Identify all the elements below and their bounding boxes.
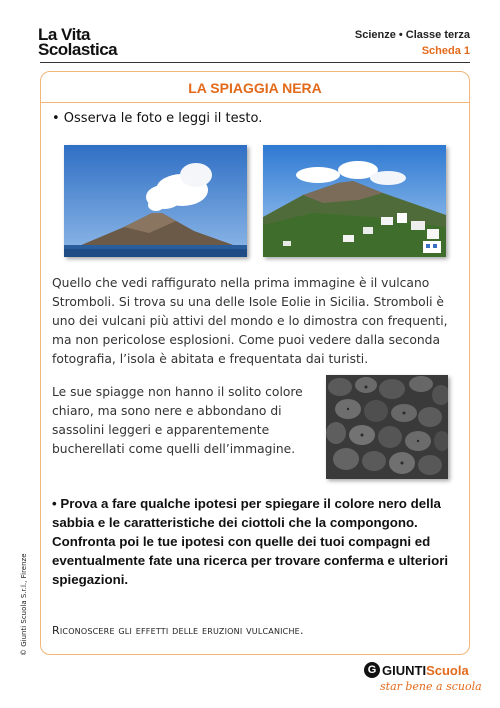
page-title: LA SPIAGGIA NERA (188, 80, 322, 96)
paragraph-description: Quello che vedi raffigurato nella prima immagine è il vulcano Stromboli. Si trova su una delle Isole Eolie in Sicilia. Stromboli è uno dei vulcani più attivi del mondo e lo dimostra con frequenti, ma non pericolose esplosioni. Come puoi vedere dalla seconda fotografia, l’isola è abitata e frequentata dai turisti. (52, 276, 448, 366)
subject-label: Scienze • Classe terza (354, 29, 470, 41)
publisher-brand (364, 662, 469, 678)
paragraph-black-sand: Le sue spiagge non hanno il solito colore chiaro, ma sono nere e abbondano di sassolini leggeri e apparentemente bucherellati come quelli dell’immagine. (52, 385, 303, 456)
instruction-hypothesis (52, 494, 462, 589)
learning-objective: Riconoscere gli effetti delle eruzioni vulcaniche. (52, 624, 304, 637)
copyright-notice: © Giunti Scuola S.r.l., Firenze (20, 553, 28, 656)
publisher-logo-icon: G (364, 662, 380, 678)
magazine-logo (38, 27, 117, 57)
brand-tagline: star bene a scuola (380, 680, 482, 693)
photo-stromboli-volcano (64, 145, 247, 257)
instruction-hypothesis-part1: • Prova a fare qualche ipotesi per spiegare il colore nero della sabbia e le caratteristiche dei ciottoli che la compongono. (52, 496, 441, 530)
logo-line1: La Vita (38, 25, 90, 44)
header-divider (40, 62, 470, 63)
logo-line2: Scolastica (38, 40, 118, 59)
instruction-hypothesis-part2: Confronta poi le tue ipotesi con quelle dei tuoi compagni ed eventualmente fate una ricerca per trovare conferma e ulteriori spiegazioni. (52, 534, 449, 587)
photo-volcanic-pebbles (326, 375, 448, 479)
brand-name-part1: GIUNTI (382, 662, 427, 678)
brand-name-part2: Scuola (426, 662, 469, 678)
photo-stromboli-village (263, 145, 446, 257)
instruction-observe: • Osserva le foto e leggi il testo. (52, 111, 263, 126)
sheet-label: Scheda 1 (421, 45, 470, 57)
title-divider (41, 102, 469, 103)
